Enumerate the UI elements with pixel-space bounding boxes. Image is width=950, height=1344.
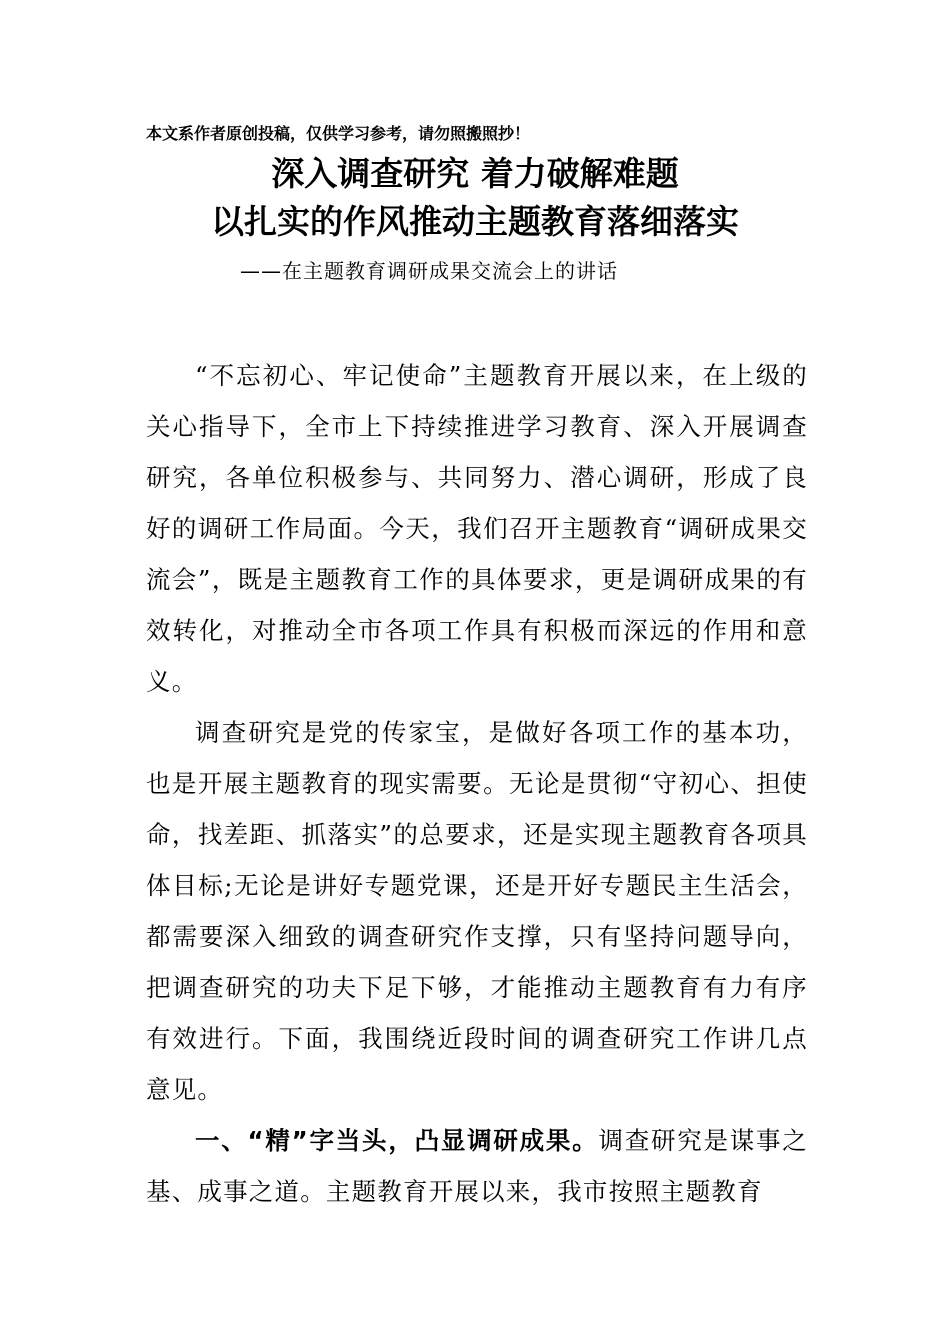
paragraph-1: “不忘初心、牢记使命”主题教育开展以来，在上级的关心指导下，全市上下持续推进学习教育、深入开展调查研究，各单位积极参与、共同努力、潜心调研，形成了良好的调研工作局面。今天，我们召开主题教育“调研成果交流会”，既是主题教育工作的具体要求，更是调研成果的有效转化，对推动全市各项工作具有积极而深远的作用和意义。 bbox=[146, 361, 808, 696]
paragraph-2: 调查研究是党的传家宝，是做好各项工作的基本功，也是开展主题教育的现实需要。无论是贯彻“守初心、担使命，找差距、抓落实”的总要求，还是实现主题教育各项具体目标;无论是讲好专题党课，还是开好专题民主生活会，都需要深入细致的调查研究作支撑，只有坚持问题导向，把调查研究的功夫下足下够，才能推动主题教育有力有序有效进行。下面，我围绕近段时间的调查研究工作讲几点意见。 bbox=[146, 718, 808, 1104]
section-text: 调查研究是谋事之基、成事之道。主题教育开展以来，我市按照主题教育 bbox=[146, 1126, 808, 1206]
copyright-notice: 本文系作者原创投稿，仅供学习参考，请勿照搬照抄！ bbox=[146, 124, 531, 143]
document-body bbox=[146, 350, 808, 1217]
title-line-1: 深入调查研究 着力破解难题 bbox=[271, 154, 679, 193]
title-line-2: 以扎实的作风推动主题教育落细落实 bbox=[211, 202, 739, 241]
paragraph-3 bbox=[146, 1115, 808, 1217]
section-heading: 一、“精”字当头，凸显调研成果。 bbox=[195, 1126, 599, 1155]
subtitle: ——在主题教育调研成果交流会上的讲话 bbox=[240, 259, 618, 283]
